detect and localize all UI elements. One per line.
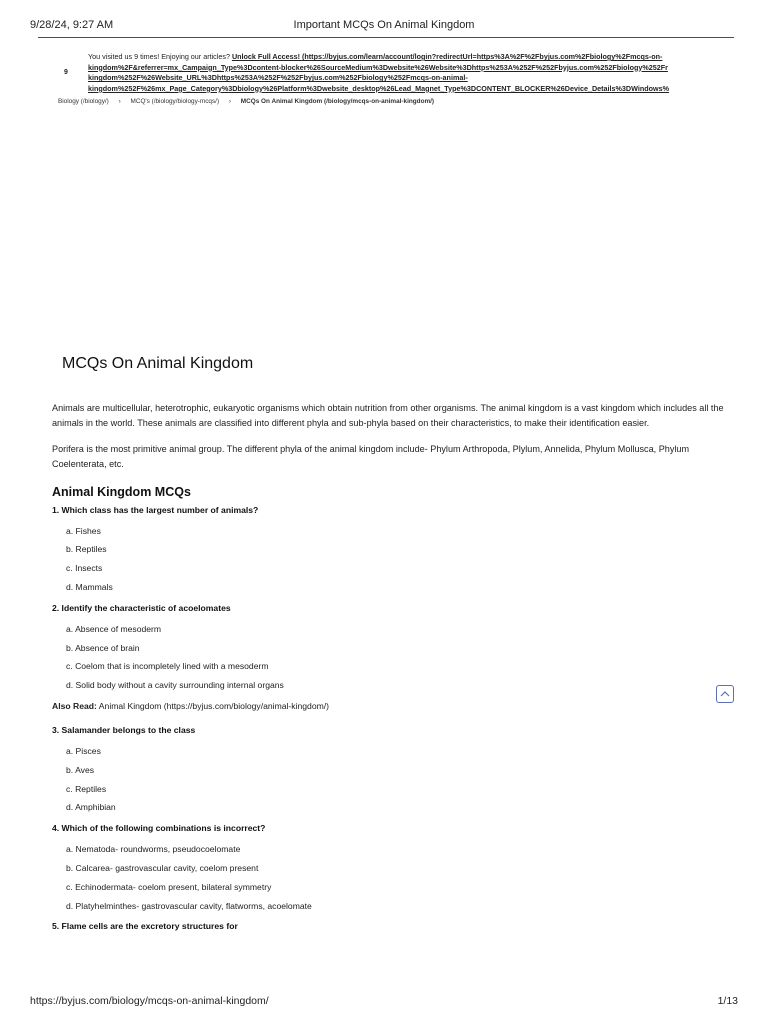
chevron-up-icon [720, 690, 730, 698]
question-block [52, 505, 724, 597]
unlock-link-line-3[interactable] [88, 73, 734, 84]
also-read-link[interactable]: Animal Kingdom (https://byjus.com/biology/animal-kingdom/) [96, 701, 330, 711]
header-divider [38, 37, 734, 38]
option-list [66, 522, 724, 597]
option-item: a. Nematoda- roundworms, pseudocoelomate [66, 844, 241, 855]
option-item: b. Aves [66, 764, 95, 775]
question-block [52, 921, 724, 931]
content-blocker-banner [88, 52, 734, 94]
banner-line-1 [88, 52, 734, 63]
option-list [66, 620, 724, 695]
intro-paragraph: Porifera is the most primitive animal group. The different phyla of the animal kingdom include- Phylum Arthropoda, Plylum, Annelida, Phylum Mollusca, Phylum Coelenterata, etc. [52, 443, 690, 470]
question-text: 4. Which of the following combinations is incorrect? [52, 823, 266, 834]
question-text: 1. Which class has the largest number of animals? [52, 504, 259, 515]
print-page-title: Important MCQs On Animal Kingdom [293, 19, 475, 31]
unlock-link-part-3[interactable]: kingdom%252F%26Website_URL%3Dhttps%253A%252F%252Fbyjus.com%252Fbiology%252Fmcqs-on-animal- [88, 73, 468, 83]
option-item: b. Calcarea- gastrovascular cavity, coelom present [66, 862, 259, 873]
option-item: d. Platyhelminthes- gastrovascular cavity, flatworms, acoelomate [66, 900, 312, 911]
option-item: d. Solid body without a cavity surrounding internal organs [66, 680, 284, 691]
question-block [52, 725, 724, 817]
breadcrumb-item-biology[interactable]: Biology (/biology/) [58, 98, 109, 105]
section-title: Animal Kingdom MCQs [52, 484, 191, 499]
print-footer-url: https://byjus.com/biology/mcqs-on-animal-kingdom/ [30, 995, 269, 1007]
breadcrumb [58, 98, 434, 105]
option-item: b. Absence of brain [66, 642, 140, 653]
banner-text: You visited us 9 times! Enjoying our articles? [88, 52, 232, 61]
option-item: a. Absence of mesoderm [66, 623, 162, 634]
option-item: a. Pisces [66, 746, 101, 756]
option-item: c. Coelom that is incompletely lined with a mesoderm [66, 661, 269, 672]
breadcrumb-separator: › [118, 98, 121, 105]
option-item: c. Reptiles [66, 783, 107, 794]
option-item: b. Reptiles [66, 544, 107, 555]
question-block [52, 603, 724, 695]
breadcrumb-item-mcqs[interactable]: MCQ's (/biology/biology-mcqs/) [130, 98, 220, 105]
scroll-to-top-button[interactable] [716, 685, 734, 703]
question-block [52, 823, 724, 915]
print-header [0, 0, 768, 36]
option-item: c. Insects [66, 563, 103, 574]
print-page-number: 1/13 [717, 995, 738, 1007]
option-list [66, 742, 724, 817]
option-item: d. Amphibian [66, 802, 116, 813]
page-title: MCQs On Animal Kingdom [62, 355, 254, 372]
also-read-label: Also Read: [52, 701, 97, 711]
unlock-full-access-link[interactable]: Unlock Full Access! (https://byjus.com/learn/account/login?redirectUrl=https%3A%2F%2Fbyjus.com%2Fbiology%2Fmcqs-on- [231, 52, 663, 61]
option-item: a. Fishes [66, 525, 101, 536]
question-text: 2. Identify the characteristic of acoelomates [52, 602, 231, 613]
option-item: c. Echinodermata- coelom present, bilateral symmetry [66, 881, 272, 892]
option-list [66, 840, 724, 915]
breadcrumb-item-current[interactable]: MCQs On Animal Kingdom (/biology/mcqs-on-animal-kingdom/) [240, 98, 435, 105]
question-text: 5. Flame cells are the excretory structures for [52, 921, 238, 932]
article-content [52, 401, 724, 938]
unlock-link-line-4[interactable] [88, 84, 734, 95]
visit-count: 9 [64, 69, 68, 76]
unlock-link-part-2[interactable]: kingdom%2F&referrer=mx_Campaign_Type%3Dcontent-blocker%26SourceMedium%3Dwebsite%26Website%3Dhttps%253A%252F%252Fbyjus.com%252Fbiology%252Fr [88, 62, 668, 72]
option-item: d. Mammals [66, 582, 113, 593]
also-read [52, 701, 724, 711]
intro-paragraph: Animals are multicellular, heterotrophic, eukaryotic organisms which obtain nutrition from other organisms. The animal kingdom is a vast kingdom which includes all the animals in the world. These animals are classified into different phyla and sub-phyla based on their characteristics, to make their identification easier. [52, 403, 724, 429]
unlock-link-part-4[interactable]: kingdom%252F%26mx_Page_Category%3Dbiology%26Platform%3Dwebsite_desktop%26Lead_Magnet_Type%3DCONTENT_BLOCKER%26Device_Details%3DWindows% [88, 83, 669, 93]
unlock-link-line-2[interactable] [88, 63, 734, 74]
breadcrumb-separator: › [228, 98, 232, 105]
question-text: 3. Salamander belongs to the class [52, 725, 196, 735]
print-datetime: 9/28/24, 9:27 AM [30, 19, 114, 31]
